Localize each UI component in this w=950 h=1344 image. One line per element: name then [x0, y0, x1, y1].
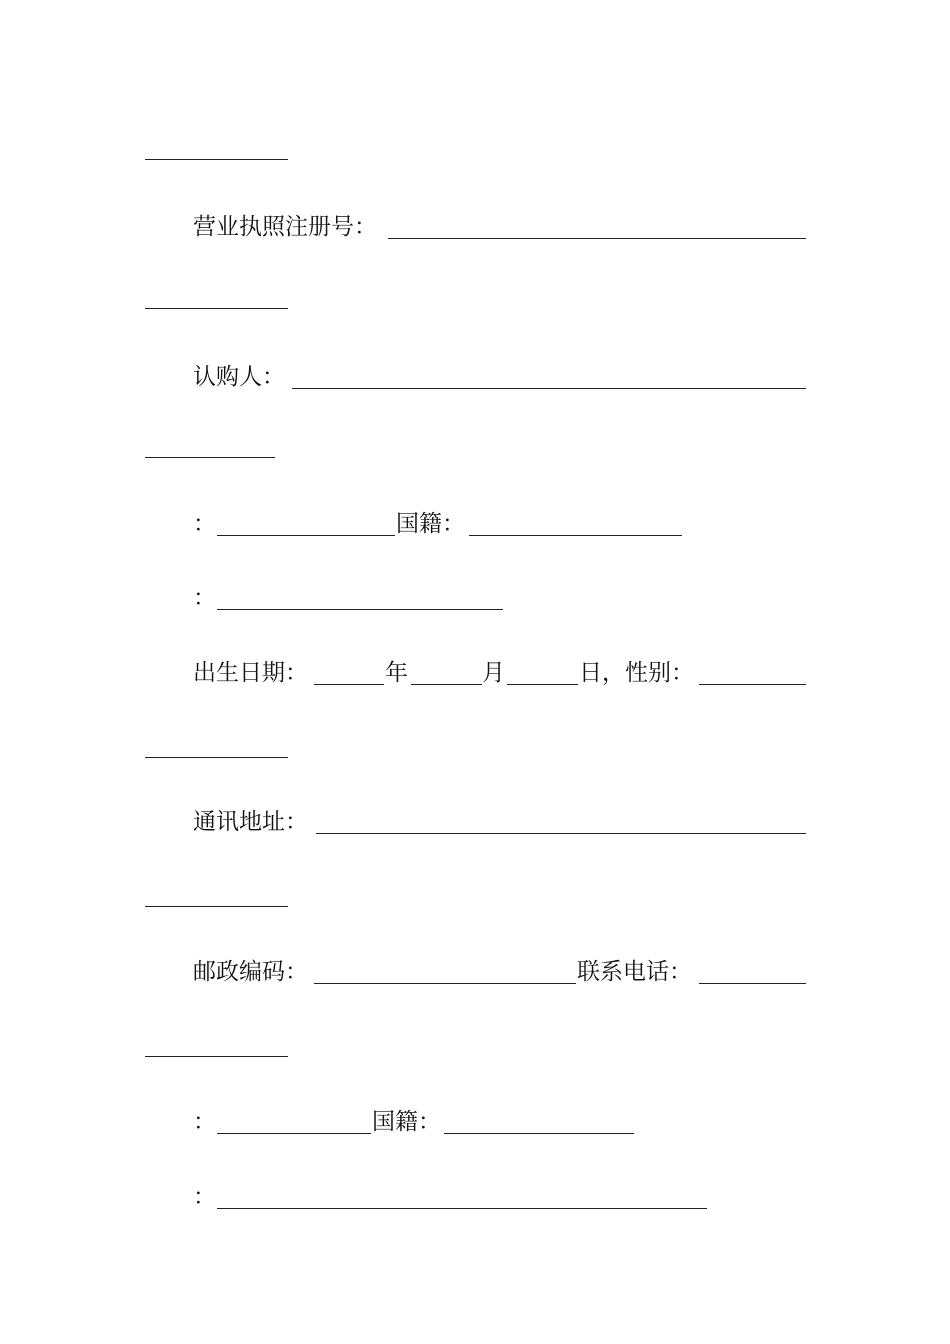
- birth-date-label: 出生日期：: [193, 660, 308, 686]
- nationality-field-1[interactable]: [469, 535, 682, 536]
- colon: ：: [193, 511, 216, 537]
- phone-field[interactable]: [699, 983, 806, 984]
- birth-year-field[interactable]: [314, 684, 384, 685]
- nationality-label: 国籍：: [372, 1109, 441, 1135]
- birth-date-row: [0, 654, 950, 694]
- address-row: [0, 803, 950, 843]
- phone-label: 联系电话：: [577, 959, 692, 985]
- colon: ：: [193, 585, 216, 611]
- postal-phone-row: [0, 953, 950, 993]
- postal-code-label: 邮政编码：: [193, 959, 308, 985]
- id-field-2[interactable]: [217, 1208, 707, 1209]
- id-field-1[interactable]: [217, 609, 503, 610]
- continuation-line: [145, 159, 288, 160]
- day-gender-label: 日，性别：: [579, 660, 694, 686]
- continuation-line: [145, 308, 288, 309]
- colon: ：: [193, 1109, 216, 1135]
- month-label: 月: [482, 660, 505, 686]
- gender-field[interactable]: [699, 684, 806, 685]
- continuation-line: [145, 1056, 288, 1057]
- colon: ：: [193, 1184, 216, 1210]
- business-license-label: 营业执照注册号：: [193, 214, 377, 240]
- business-license-field[interactable]: [388, 238, 806, 239]
- birth-day-field[interactable]: [507, 684, 578, 685]
- nationality-row-1: [0, 505, 950, 545]
- subscriber-row: [0, 358, 950, 398]
- nationality-field-2[interactable]: [444, 1133, 634, 1134]
- business-license-row: [0, 208, 950, 248]
- id-row-2: [0, 1178, 950, 1218]
- year-label: 年: [385, 660, 408, 686]
- nationality-row-2: [0, 1103, 950, 1143]
- subscriber-field[interactable]: [292, 388, 806, 389]
- name-field-1[interactable]: [217, 535, 395, 536]
- birth-month-field[interactable]: [411, 684, 482, 685]
- continuation-line: [145, 757, 288, 758]
- nationality-label: 国籍：: [396, 511, 465, 537]
- continuation-line: [145, 906, 288, 907]
- continuation-line: [145, 457, 275, 458]
- subscriber-label: 认购人：: [193, 364, 285, 390]
- id-row-1: [0, 579, 950, 619]
- address-field[interactable]: [316, 833, 806, 834]
- postal-code-field[interactable]: [314, 983, 576, 984]
- address-label: 通讯地址：: [193, 809, 308, 835]
- name-field-2[interactable]: [217, 1133, 371, 1134]
